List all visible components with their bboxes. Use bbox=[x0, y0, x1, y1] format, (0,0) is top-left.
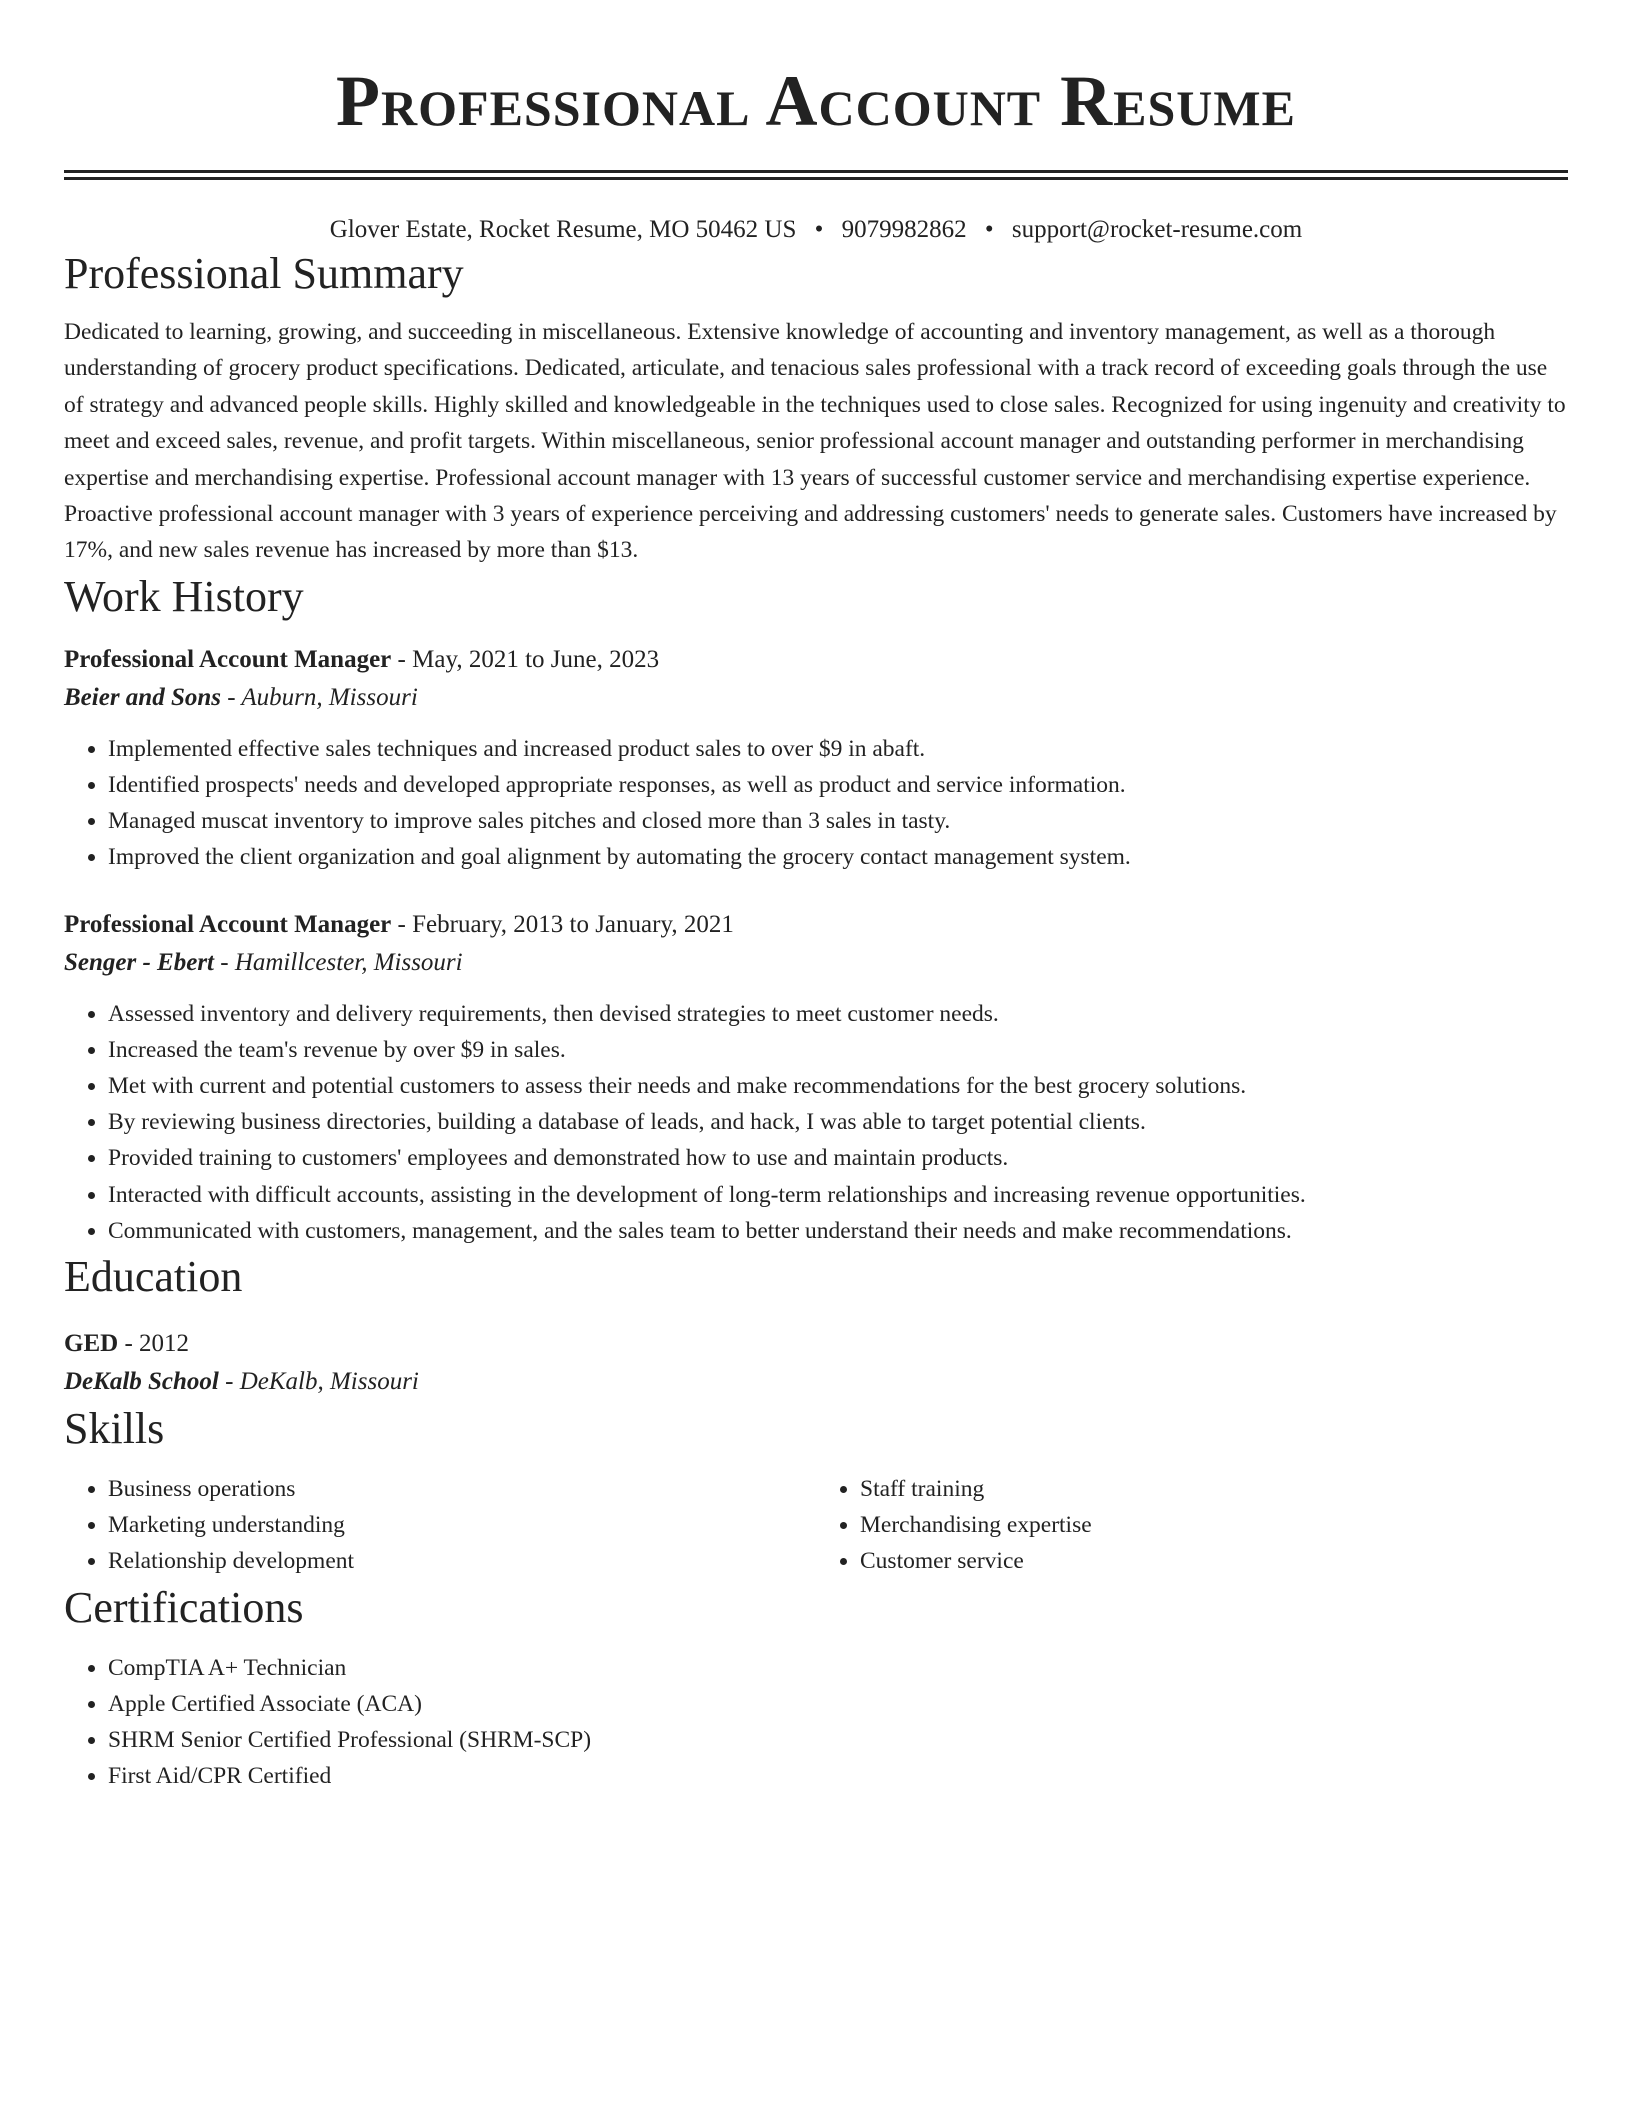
company-line bbox=[64, 679, 1568, 717]
list-item: • Staff training bbox=[860, 1471, 1568, 1507]
contact-phone: 9079982862 bbox=[841, 216, 967, 243]
list-item: • Merchandising expertise bbox=[860, 1507, 1568, 1543]
list-item: • Business operations bbox=[108, 1471, 816, 1507]
skills-heading: Skills bbox=[64, 1404, 165, 1454]
contact-email: support@rocket-resume.com bbox=[1011, 216, 1303, 243]
job-dates: - May, 2021 to June, 2023 bbox=[391, 645, 660, 673]
summary-text: Dedicated to learning, growing, and succeeding in miscellaneous. Extensive knowledge of accounting and inventory management, as well as a thorough understanding of grocery product specifications. Dedicated, articulate, and tenacious sales professional with a track record of exceeding goals through the use of strategy and advanced people skills. Highly skilled and knowledgeable in the techniques used to close sales. Recognized for using ingenuity and creativity to meet and exceed sales, revenue, and profit targets. Within miscellaneous, senior professional account manager and outstanding performer in merchandising expertise and merchandising expertise. Professional account manager with 13 years of successful customer service and merchandising expertise experience. Proactive professional account manager with 3 years of experience perceiving and addressing customers' needs to generate sales. Customers have increased by 17%, and new sales revenue has increased by more than $13. bbox=[64, 319, 1566, 564]
contact-line bbox=[64, 214, 1568, 246]
company-location: - Hamillcester, Missouri bbox=[214, 948, 463, 976]
job-bullets bbox=[64, 996, 1568, 1249]
degree-year: - 2012 bbox=[118, 1330, 190, 1358]
resume-title: Professional Account Resume bbox=[336, 61, 1296, 141]
certifications-list bbox=[64, 1650, 1568, 1795]
list-item: • Assessed inventory and delivery requirements, then devised strategies to meet customer needs. bbox=[108, 996, 1568, 1032]
work-history-heading: Work History bbox=[64, 571, 304, 621]
company-name: Senger - Ebert bbox=[64, 948, 214, 976]
contact-separator: • bbox=[814, 216, 824, 243]
certifications-heading: Certifications bbox=[64, 1582, 304, 1632]
degree-line bbox=[64, 1325, 1568, 1363]
summary-heading: Professional Summary bbox=[64, 249, 464, 298]
job-bullets bbox=[64, 731, 1568, 876]
job-title: Professional Account Manager bbox=[64, 645, 392, 673]
school-location: - DeKalb, Missouri bbox=[218, 1368, 419, 1396]
skills-column-right bbox=[816, 1471, 1568, 1580]
job-dates: - February, 2013 to January, 2021 bbox=[391, 910, 734, 938]
list-item: • Provided training to customers' employees and demonstrated how to use and maintain products. bbox=[108, 1140, 1568, 1176]
list-item: • First Aid/CPR Certified bbox=[108, 1758, 1568, 1794]
contact-separator: • bbox=[984, 216, 994, 243]
resume-page bbox=[64, 0, 1568, 1795]
education-heading: Education bbox=[64, 1252, 243, 1302]
job-entry bbox=[64, 906, 1568, 1249]
list-item: • Apple Certified Associate (ACA) bbox=[108, 1686, 1568, 1722]
list-item: • Met with current and potential customers to assess their needs and make recommendations for the best grocery solutions. bbox=[108, 1068, 1568, 1104]
company-name: Beier and Sons bbox=[64, 683, 221, 711]
skills-list bbox=[64, 1471, 1568, 1580]
education-entry bbox=[64, 1325, 1568, 1401]
contact-address: Glover Estate, Rocket Resume, MO 50462 US bbox=[329, 216, 797, 243]
job-title-line bbox=[64, 641, 1568, 679]
list-item: • Customer service bbox=[860, 1543, 1568, 1579]
school-line bbox=[64, 1363, 1568, 1401]
title-divider bbox=[64, 170, 1568, 180]
list-item: • Communicated with customers, management, and the sales team to better understand their needs and make recommendations. bbox=[108, 1213, 1568, 1249]
list-item: • CompTIA A+ Technician bbox=[108, 1650, 1568, 1686]
job-title: Professional Account Manager bbox=[64, 910, 392, 938]
degree-name: GED bbox=[64, 1330, 119, 1358]
list-item: • Relationship development bbox=[108, 1543, 816, 1579]
list-item: • Managed muscat inventory to improve sales pitches and closed more than 3 sales in tasty. bbox=[108, 803, 1568, 839]
list-item: • Marketing understanding bbox=[108, 1507, 816, 1543]
company-location: - Auburn, Missouri bbox=[220, 683, 418, 711]
company-line bbox=[64, 944, 1568, 982]
list-item: • Identified prospects' needs and developed appropriate responses, as well as product and service information. bbox=[108, 767, 1568, 803]
list-item: • Interacted with difficult accounts, assisting in the development of long-term relationships and increasing revenue opportunities. bbox=[108, 1177, 1568, 1213]
list-item: • Increased the team's revenue by over $9 in sales. bbox=[108, 1032, 1568, 1068]
job-entry bbox=[64, 641, 1568, 876]
list-item: • Implemented effective sales techniques and increased product sales to over $9 in abaft. bbox=[108, 731, 1568, 767]
list-item: • Improved the client organization and goal alignment by automating the grocery contact management system. bbox=[108, 839, 1568, 875]
list-item: • SHRM Senior Certified Professional (SHRM-SCP) bbox=[108, 1722, 1568, 1758]
school-name: DeKalb School bbox=[64, 1368, 219, 1396]
list-item: • By reviewing business directories, building a database of leads, and hack, I was able to target potential clients. bbox=[108, 1104, 1568, 1140]
job-title-line bbox=[64, 906, 1568, 944]
skills-column-left bbox=[64, 1471, 816, 1580]
